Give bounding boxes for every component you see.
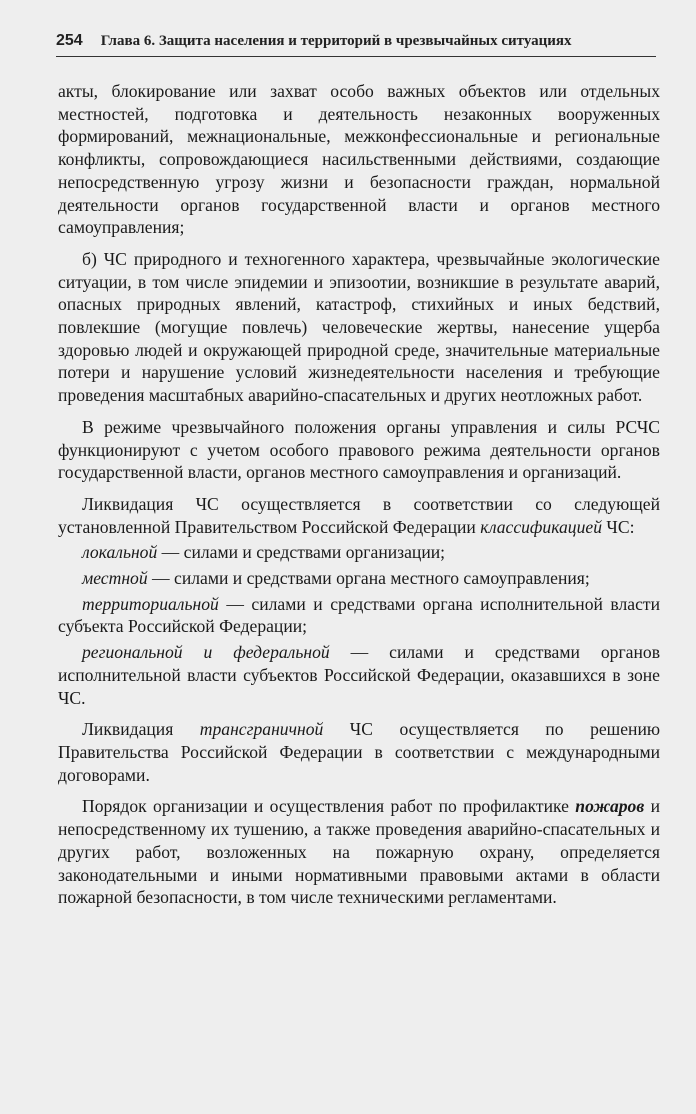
- paragraph-1: акты, блокирование или захват особо важных объектов или отдельных местностей, подготовка и деятельность незаконных вооруженных формирований, межнациональные, межконфессиональные и региональные конфликты, сопровождающиеся насильственными действиями, создающие непосредственную угрозу жизни и безопасности граждан, нормальной деятельности органов государственной власти и органов местного самоуправления;: [58, 81, 660, 238]
- list-item-territorial-text: — силами и средствами органа исполнительной власти субъекта Российской Федерации;: [58, 593, 660, 637]
- chapter-title: Глава 6. Защита населения и территорий в чрезвычайных ситуациях: [100, 33, 572, 49]
- paragraph-4-text: Ликвидация ЧС осуществляется в соответствии со следующей установленной Правительством Российской Федерации: [58, 493, 660, 537]
- paragraph-2: б) ЧС природного и техногенного характера, чрезвычайные экологические ситуации, в том числе эпидемии и эпизоотии, возникшие в результате аварий, опасных природных явлений, катастроф, стихийных и иных бедствий, повлекшие (могущие повлечь) человеческие жертвы, нанесение ущерба здоровью людей и окружающей природной среде, значительные материальные потери и нарушение условий жизнедеятельности населения и требующие проведения масштабных аварийно-спасательных и других неотложных работ.: [58, 248, 660, 406]
- list-item-local-term: локальной: [82, 542, 158, 563]
- paragraph-4: [58, 493, 660, 538]
- paragraph-fire: [58, 795, 660, 909]
- list-item-regional: [58, 641, 660, 709]
- paragraph-transboundary: [58, 718, 660, 786]
- list-item-territorial: [58, 593, 660, 638]
- paragraph-fire-tail: и непосредственному их тушению, а также проведения аварийно-спасательных и других работ, возложенных на пожарную охрану, определяется законодательными и иными нормативными правовыми актами в области пожарной безопасности, в том числе техническими регламентами.: [58, 796, 660, 908]
- paragraph-transboundary-tail: ЧС осуществляется по решению Правительства Российской Федерации в соответствии с международными договорами.: [58, 719, 661, 785]
- list-item-local: [58, 541, 660, 564]
- paragraph-fire-emphasis: пожаров: [575, 796, 645, 817]
- list-item-regional-text: — силами и средствами органов исполнительной власти субъектов Российской Федерации, оказавшихся в зоне ЧС.: [58, 642, 660, 708]
- page-number: 254: [56, 32, 83, 49]
- paragraph-fire-text: Порядок организации и осуществления работ по профилактике: [82, 796, 576, 817]
- paragraph-transboundary-emphasis: трансграничной: [199, 719, 324, 740]
- list-item-local-text: — силами и средствами организации;: [157, 542, 446, 563]
- paragraph-4-emphasis: классификацией: [480, 516, 603, 537]
- list-item-municipal: [58, 567, 660, 590]
- list-item-regional-term: региональной и федеральной: [82, 642, 330, 663]
- paragraph-transboundary-text: Ликвидация: [82, 719, 200, 740]
- page-body: [58, 80, 660, 918]
- list-item-municipal-term: местной: [82, 568, 148, 589]
- list-item-territorial-term: территориальной: [82, 593, 219, 614]
- paragraph-4-tail: ЧС:: [602, 516, 635, 537]
- paragraph-3: В режиме чрезвычайного положения органы управления и силы РСЧС функционируют с учетом особого правового режима деятельности органов государственной власти, органов местного самоуправления и организаций.: [58, 416, 660, 483]
- list-item-municipal-text: — силами и средствами органа местного самоуправления;: [147, 568, 590, 589]
- page-header: [56, 32, 656, 57]
